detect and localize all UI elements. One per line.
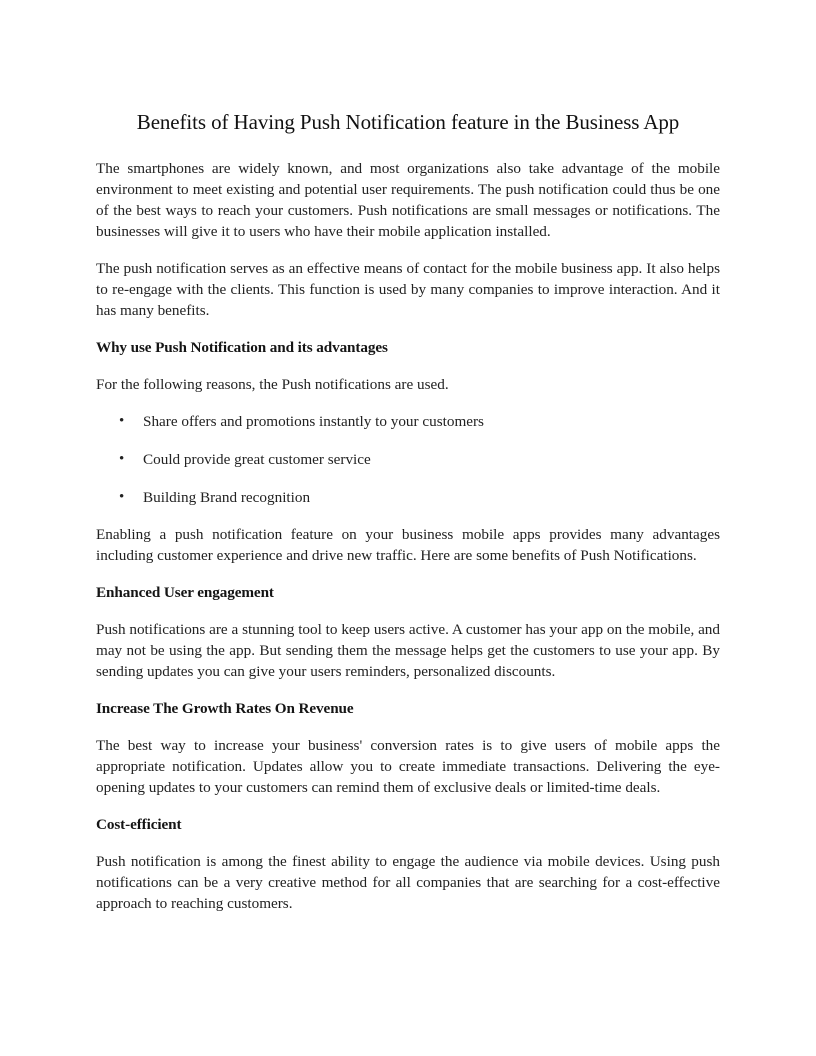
reasons-list [96,411,720,508]
section-cost-efficient [96,814,720,914]
list-item-text: Could provide great customer service [143,451,371,468]
document-page [96,110,720,930]
section-revenue-growth [96,698,720,798]
section-heading: Increase The Growth Rates On Revenue [96,700,354,717]
bullet-icon: • [119,451,125,467]
bullet-icon: • [119,413,125,429]
why-section-closing: Enabling a push notification feature on your business mobile apps provides many advantages including customer experience and drive new traffic. Here are some benefits of Push Notifications. [96,526,720,564]
list-item [96,449,720,470]
section-body: The best way to increase your business' conversion rates is to give users of mobile apps the appropriate notification. Updates allow you to create immediate transactions. Delivering the eye-opening updates to your customers can remind them of exclusive deals or limited-time deals. [96,737,720,796]
why-section [96,337,720,566]
section-heading: Cost-efficient [96,816,182,833]
section-user-engagement [96,582,720,682]
why-section-heading: Why use Push Notification and its advantages [96,339,388,356]
why-section-lead: For the following reasons, the Push notifications are used. [96,376,449,393]
section-heading: Enhanced User engagement [96,584,274,601]
document-title: Benefits of Having Push Notification feature in the Business App [136,110,680,134]
intro-paragraph-1: The smartphones are widely known, and most organizations also take advantage of the mobile environment to meet existing and potential user requirements. The push notification could thus be one of the best ways to reach your customers. Push notifications are small messages or notifications. The businesses will give it to users who have their mobile application installed. [96,160,720,240]
list-item [96,487,720,508]
section-body: Push notification is among the finest ability to engage the audience via mobile devices. Using push notifications can be a very creative method for all companies that are searching for a cost-effective approach to reaching customers. [96,853,720,912]
list-item-text: Share offers and promotions instantly to your customers [143,413,484,430]
list-item [96,411,720,432]
intro-paragraph-2: The push notification serves as an effective means of contact for the mobile business app. It also helps to re-engage with the clients. This function is used by many companies to improve interaction. And it has many benefits. [96,260,720,319]
bullet-icon: • [119,489,125,505]
list-item-text: Building Brand recognition [143,489,311,506]
section-body: Push notifications are a stunning tool to keep users active. A customer has your app on the mobile, and may not be using the app. But sending them the message helps get the customers to use your app. By sending updates you can give your users reminders, personalized discounts. [96,621,720,680]
